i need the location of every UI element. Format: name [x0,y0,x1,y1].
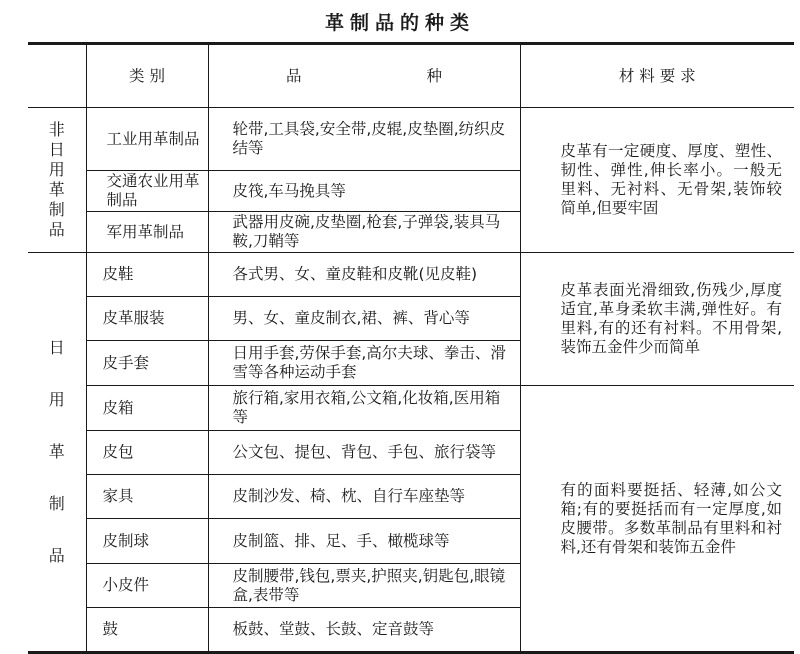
category-cell: 皮手套 [86,341,208,386]
variety-cell: 皮制篮、排、足、手、橄榄球等 [208,519,520,564]
header-material: 材 料 要 求 [520,44,794,108]
category-cell: 皮革服装 [86,297,208,341]
category-cell: 军用革制品 [86,212,208,253]
variety-cell: 皮制腰带,钱包,票夹,护照夹,钥匙包,眼镜盒,表带等 [208,564,520,608]
header-group [28,44,86,108]
header-variety: 品 种 [208,44,520,108]
variety-cell: 男、女、童皮制衣,裙、裤、背心等 [208,297,520,341]
variety-cell: 旅行箱,家用衣箱,公文箱,化妆箱,医用箱等 [208,386,520,431]
variety-cell: 武器用皮碗,皮垫圈,枪套,子弹袋,装具马鞍,刀鞘等 [208,212,520,253]
group-non-daily: 非日用革制品 [28,108,86,253]
variety-cell: 轮带,工具袋,安全带,皮辊,皮垫圈,纺织皮结等 [208,108,520,171]
variety-cell: 皮筏,车马挽具等 [208,171,520,212]
category-cell: 交通农业用革制品 [86,171,208,212]
category-cell: 鼓 [86,608,208,653]
variety-cell: 日用手套,劳保手套,高尔夫球、拳击、滑雪等各种运动手套 [208,341,520,386]
category-cell: 工业用革制品 [86,108,208,171]
category-cell: 小皮件 [86,564,208,608]
category-cell: 皮箱 [86,386,208,431]
page-title: 革制品的种类 [324,12,475,34]
group-daily: 日用革制品 [28,253,86,653]
variety-cell: 板鼓、堂鼓、长鼓、定音鼓等 [208,608,520,653]
category-cell: 家具 [86,475,208,519]
leather-products-table [28,42,794,654]
category-cell: 皮包 [86,431,208,475]
category-cell: 皮制球 [86,519,208,564]
category-cell: 皮鞋 [86,253,208,297]
material-requirement: 皮革有一定硬度、厚度、塑性、韧性、弹性,伸长率小。一般无里料、无衬料、无骨架,装饰较简单,但要牢固 [520,108,794,253]
header-category: 类 别 [86,44,208,108]
material-requirement: 有的面料要挺括、轻薄,如公文箱;有的要挺括而有一定厚度,如皮腰带。多数革制品有里料和衬料,还有骨架和装饰五金件 [520,386,794,653]
variety-cell: 公文包、提包、背包、手包、旅行袋等 [208,431,520,475]
variety-cell: 各式男、女、童皮鞋和皮靴(见皮鞋) [208,253,520,297]
variety-cell: 皮制沙发、椅、枕、自行车座垫等 [208,475,520,519]
material-requirement: 皮革表面光滑细致,伤残少,厚度适宜,革身柔软丰满,弹性好。有里料,有的还有衬料。不用骨架,装饰五金件少而简单 [520,253,794,386]
